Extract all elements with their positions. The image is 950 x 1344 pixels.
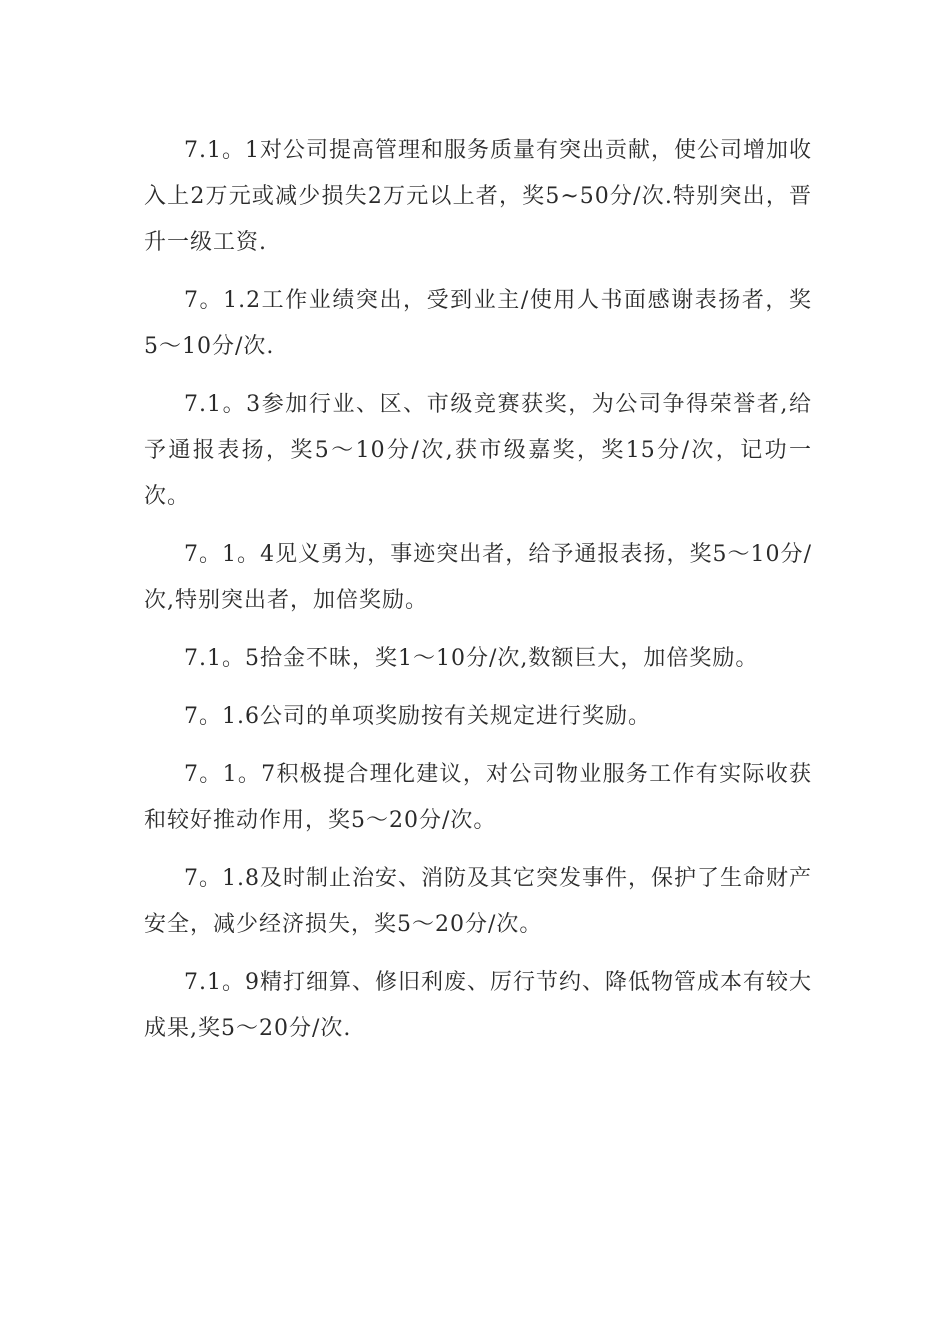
paragraph-7-1-2: 7。1.2工作业绩突出，受到业主/使用人书面感谢表扬者，奖5～10分/次. <box>144 288 812 359</box>
paragraph-7-1-3: 7.1。3参加行业、区、市级竞赛获奖，为公司争得荣誉者,给予通报表扬，奖5～10分/次,获市级嘉奖，奖15分/次，记功一次。 <box>144 392 812 509</box>
paragraph-7-1-4: 7。1。4见义勇为，事迹突出者，给予通报表扬，奖5～10分/次,特别突出者，加倍奖励。 <box>144 542 812 613</box>
paragraph-7-1-9: 7.1。9精打细算、修旧利废、厉行节约、降低物管成本有较大成果,奖5～20分/次. <box>144 970 812 1041</box>
paragraph-7-1-6: 7。1.6公司的单项奖励按有关规定进行奖励。 <box>184 704 651 729</box>
paragraph-7-1-7: 7。1。7积极提合理化建议，对公司物业服务工作有实际收获和较好推动作用，奖5～20分/次。 <box>144 762 812 833</box>
document-body <box>144 128 812 1064</box>
paragraph-7-1-8: 7。1.8及时制止治安、消防及其它突发事件，保护了生命财产安全，减少经济损失，奖5～20分/次。 <box>144 866 812 937</box>
paragraph-7-1-5: 7.1。5拾金不昧，奖1～10分/次,数额巨大，加倍奖励。 <box>184 646 759 671</box>
paragraph-7-1-1: 7.1。1对公司提高管理和服务质量有突出贡献，使公司增加收入上2万元或减少损失2万元以上者，奖5~50分/次.特别突出，晋升一级工资. <box>144 138 812 255</box>
